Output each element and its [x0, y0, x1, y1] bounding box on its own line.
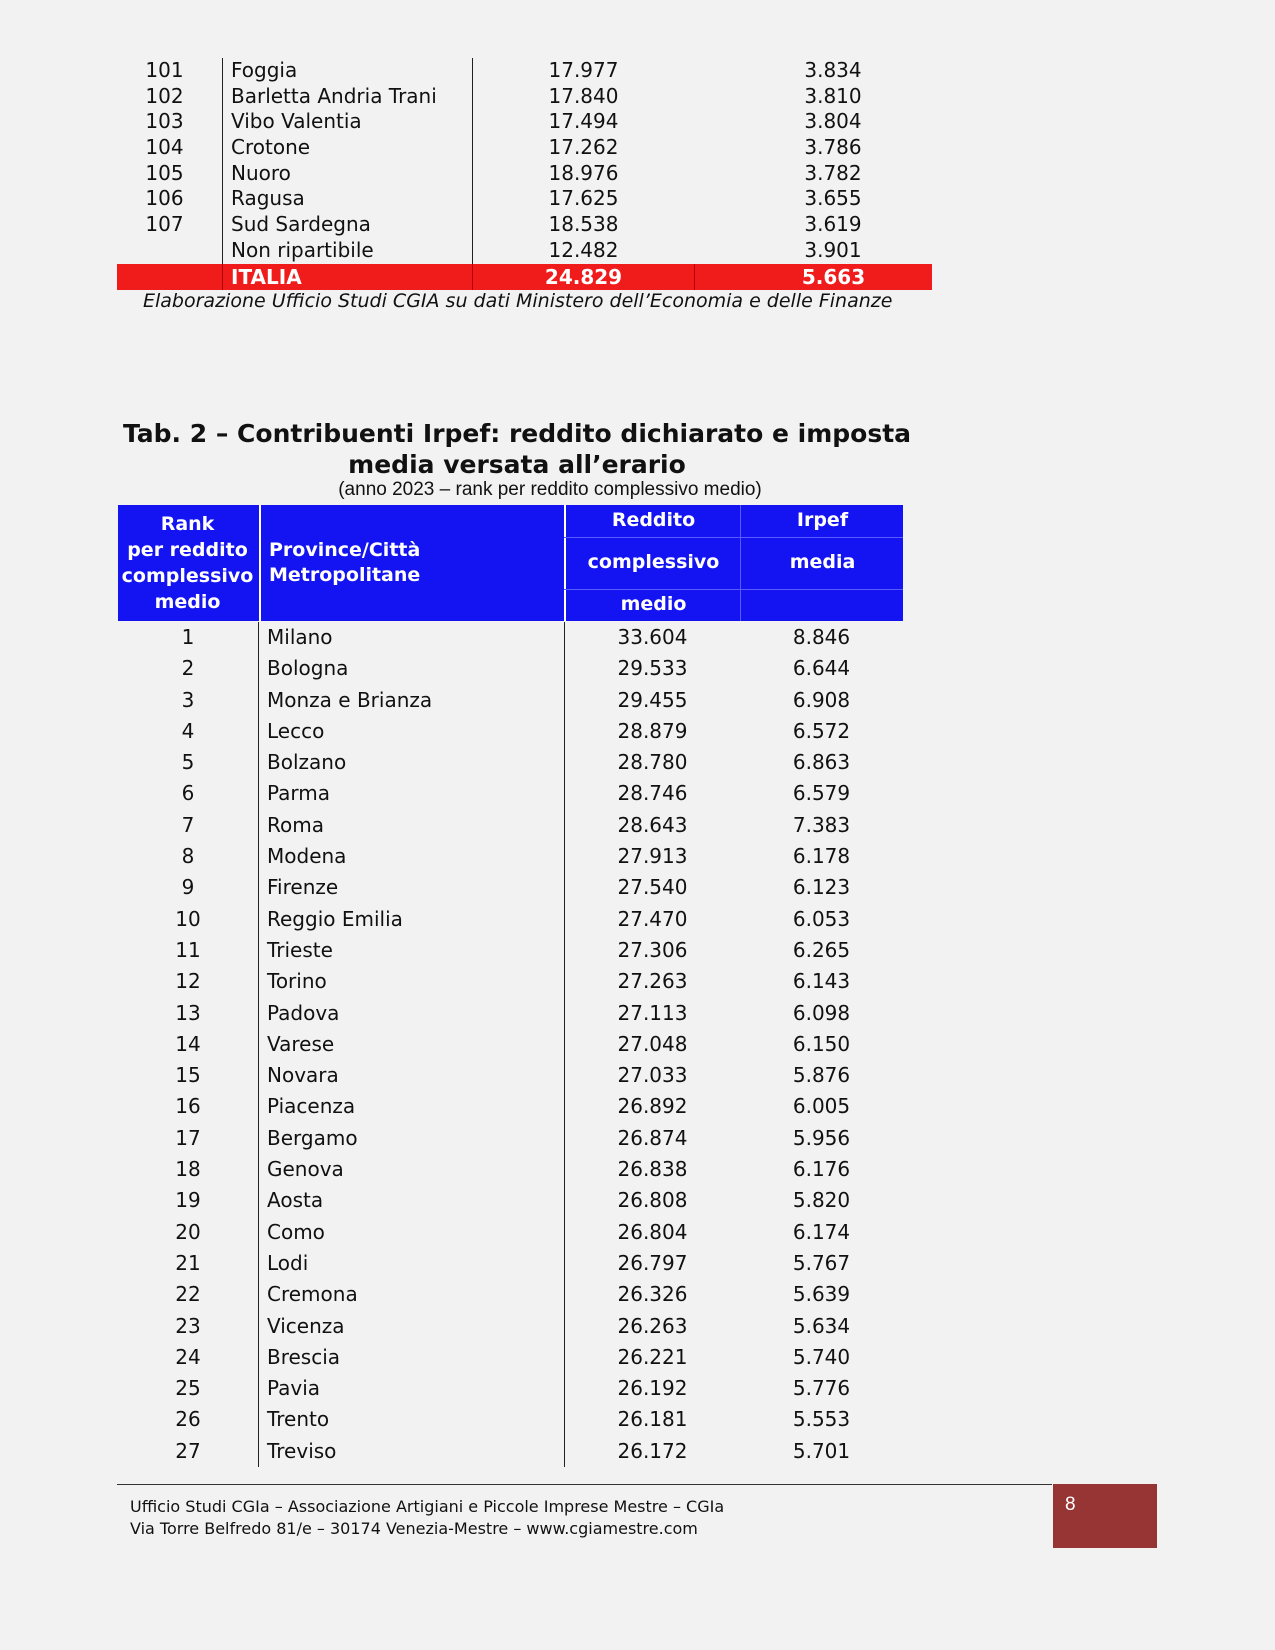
rank-cell: 25	[175, 1376, 201, 1401]
header-reddito-line: Reddito	[611, 509, 696, 531]
header-reddito-line: complessivo	[587, 551, 720, 573]
reddito-cell: 27.263	[564, 966, 740, 997]
rank-cell: 4	[181, 718, 195, 743]
reddito-cell: 26.808	[564, 1185, 740, 1216]
irpef-cell: 5.956	[792, 1125, 851, 1150]
table-row	[118, 998, 903, 1029]
province-cell: Monza e Brianza	[258, 685, 564, 716]
province-cell: Vicenza	[258, 1311, 564, 1342]
reddito-cell: 26.797	[564, 1248, 740, 1279]
table-row	[118, 1279, 903, 1310]
page-number: 8	[1065, 1494, 1076, 1515]
total-rank	[117, 264, 222, 290]
table-row	[118, 1342, 903, 1373]
footer-line-1: Ufficio Studi CGIa – Associazione Artigiani e Piccole Imprese Mestre – CGIa	[130, 1497, 725, 1516]
page-footer	[130, 1496, 724, 1540]
rank-cell: 8	[181, 844, 195, 869]
reddito-cell: 26.181	[564, 1404, 740, 1435]
province-cell: Crotone	[222, 135, 472, 161]
total-reddito: 24.829	[472, 264, 694, 290]
rank-cell: 16	[175, 1094, 201, 1119]
table-2-body	[118, 622, 903, 1467]
reddito-cell: 12.482	[472, 238, 694, 264]
table-row	[118, 935, 903, 966]
table-row	[117, 109, 932, 135]
table-2-title-line2: media versata all’erario	[348, 450, 686, 479]
reddito-cell: 28.746	[564, 778, 740, 809]
province-cell: Vibo Valentia	[222, 109, 472, 135]
table-row	[117, 238, 932, 264]
header-irpef	[740, 505, 904, 621]
reddito-cell: 26.172	[564, 1436, 740, 1467]
footer-line-2: Via Torre Belfredo 81/e – 30174 Venezia-Mestre – www.cgiamestre.com	[130, 1519, 698, 1538]
irpef-cell: 3.782	[804, 160, 862, 185]
header-divider	[564, 537, 903, 538]
irpef-cell: 3.810	[804, 83, 862, 108]
province-cell: Torino	[258, 966, 564, 997]
table-row	[118, 1404, 903, 1435]
rank-cell: 26	[175, 1407, 201, 1432]
irpef-cell: 6.265	[792, 937, 851, 962]
table-row	[118, 622, 903, 653]
table-row	[118, 1373, 903, 1404]
irpef-cell: 6.579	[792, 781, 851, 806]
table-row	[118, 685, 903, 716]
province-cell: Nuoro	[222, 161, 472, 187]
irpef-cell: 6.908	[792, 687, 851, 712]
reddito-cell: 29.533	[564, 653, 740, 684]
province-cell: Milano	[258, 622, 564, 653]
table-row	[117, 135, 932, 161]
rank-cell: 10	[175, 906, 201, 931]
province-cell: Trento	[258, 1404, 564, 1435]
province-cell: Barletta Andria Trani	[222, 84, 472, 110]
header-province-line: Province/Città	[269, 539, 421, 561]
irpef-cell: 5.701	[792, 1438, 851, 1463]
header-reddito-line: medio	[620, 593, 687, 615]
table-row	[117, 212, 932, 238]
table-row	[118, 747, 903, 778]
reddito-cell: 28.643	[564, 810, 740, 841]
page-number-box	[1053, 1484, 1157, 1548]
table-row	[118, 653, 903, 684]
irpef-cell: 5.820	[792, 1188, 851, 1213]
rank-cell: 14	[175, 1031, 201, 1056]
reddito-cell: 27.306	[564, 935, 740, 966]
reddito-cell: 28.780	[564, 747, 740, 778]
rank-cell: 2	[181, 656, 195, 681]
irpef-cell: 3.901	[804, 237, 862, 262]
rank-cell: 102	[145, 83, 184, 108]
table-row	[118, 1185, 903, 1216]
table-row	[118, 1436, 903, 1467]
header-province-line: Metropolitane	[269, 564, 421, 586]
province-cell: Pavia	[258, 1373, 564, 1404]
rank-cell: 1	[181, 625, 195, 649]
table-2-subtitle: (anno 2023 – rank per reddito complessivo medio)	[338, 479, 762, 500]
province-cell: Treviso	[258, 1436, 564, 1467]
table-2-header	[118, 505, 903, 621]
rank-cell: 12	[175, 969, 201, 994]
table-row	[118, 1123, 903, 1154]
rank-cell: 106	[145, 186, 184, 211]
province-cell: Parma	[258, 778, 564, 809]
reddito-cell: 26.326	[564, 1279, 740, 1310]
irpef-cell: 6.005	[792, 1094, 851, 1119]
rank-cell: 15	[175, 1063, 201, 1088]
rank-cell: 6	[181, 781, 195, 806]
reddito-cell: 27.540	[564, 872, 740, 903]
reddito-cell: 26.804	[564, 1217, 740, 1248]
header-province	[259, 505, 562, 621]
province-cell: Modena	[258, 841, 564, 872]
irpef-cell: 6.178	[792, 844, 851, 869]
rank-cell: 21	[175, 1250, 201, 1275]
reddito-cell: 27.470	[564, 904, 740, 935]
reddito-cell: 26.263	[564, 1311, 740, 1342]
table-row	[117, 58, 932, 84]
table-row	[118, 716, 903, 747]
rank-cell: 20	[175, 1219, 201, 1244]
table-1-total-row	[117, 264, 932, 290]
province-cell: Genova	[258, 1154, 564, 1185]
header-irpef-line: media	[789, 551, 856, 573]
irpef-cell: 3.655	[804, 186, 862, 211]
irpef-cell: 6.123	[792, 875, 851, 900]
reddito-cell: 27.048	[564, 1029, 740, 1060]
irpef-cell: 6.174	[792, 1219, 851, 1244]
rank-cell: 104	[145, 135, 184, 160]
irpef-cell: 6.572	[792, 718, 851, 743]
reddito-cell: 27.033	[564, 1060, 740, 1091]
province-cell: Roma	[258, 810, 564, 841]
table-row	[117, 186, 932, 212]
table-2-title-line1: Tab. 2 – Contribuenti Irpef: reddito dichiarato e imposta	[122, 419, 912, 448]
rank-cell: 18	[175, 1157, 201, 1182]
irpef-cell: 3.619	[804, 212, 862, 237]
header-rank-line: medio	[154, 591, 221, 613]
total-province: ITALIA	[222, 264, 472, 290]
rank-cell: 107	[145, 212, 184, 237]
table-1-source-note: Elaborazione Ufficio Studi CGIA su dati Ministero dell’Economia e delle Finanze	[143, 290, 893, 312]
reddito-cell: 26.221	[564, 1342, 740, 1373]
irpef-cell: 5.767	[792, 1250, 851, 1275]
irpef-cell: 6.863	[792, 750, 851, 775]
irpef-cell: 3.786	[804, 135, 862, 160]
table-row	[118, 1217, 903, 1248]
table-row	[118, 1091, 903, 1122]
irpef-cell: 7.383	[792, 812, 851, 837]
reddito-cell: 17.977	[472, 58, 694, 84]
reddito-cell: 26.874	[564, 1123, 740, 1154]
rank-cell: 17	[175, 1125, 201, 1150]
reddito-cell: 26.192	[564, 1373, 740, 1404]
rank-cell: 23	[175, 1313, 201, 1338]
irpef-cell: 5.876	[792, 1063, 851, 1088]
header-rank-line: complessivo	[121, 565, 254, 587]
header-irpef-line: Irpef	[796, 509, 849, 531]
header-rank	[118, 505, 257, 621]
rank-cell: 11	[175, 937, 201, 962]
reddito-cell: 18.538	[472, 212, 694, 238]
irpef-cell: 3.804	[804, 109, 862, 134]
rank-cell: 105	[145, 160, 184, 185]
rank-cell	[117, 238, 222, 264]
table-row	[118, 904, 903, 935]
table-row	[118, 1248, 903, 1279]
rank-cell: 103	[145, 109, 184, 134]
irpef-cell: 5.634	[792, 1313, 851, 1338]
rank-cell: 13	[175, 1000, 201, 1025]
table-row	[118, 1154, 903, 1185]
province-cell: Trieste	[258, 935, 564, 966]
table-row	[118, 778, 903, 809]
province-cell: Firenze	[258, 872, 564, 903]
irpef-cell: 5.553	[792, 1407, 851, 1432]
rank-cell: 5	[181, 750, 195, 775]
province-cell: Lecco	[258, 716, 564, 747]
table-row	[118, 1311, 903, 1342]
reddito-cell: 28.879	[564, 716, 740, 747]
table-1-continuation	[117, 58, 932, 290]
rank-cell: 19	[175, 1188, 201, 1213]
rank-cell: 9	[181, 875, 195, 900]
rank-cell: 101	[145, 58, 184, 82]
table-1-rows	[117, 58, 932, 264]
irpef-cell: 6.150	[792, 1031, 851, 1056]
province-cell: Cremona	[258, 1279, 564, 1310]
province-cell: Bolzano	[258, 747, 564, 778]
irpef-cell: 5.740	[792, 1344, 851, 1369]
irpef-cell: 3.834	[804, 58, 862, 82]
reddito-cell: 27.913	[564, 841, 740, 872]
province-cell: Brescia	[258, 1342, 564, 1373]
irpef-cell: 6.053	[792, 906, 851, 931]
province-cell: Como	[258, 1217, 564, 1248]
rank-cell: 7	[181, 812, 195, 837]
province-cell: Padova	[258, 998, 564, 1029]
table-row	[118, 810, 903, 841]
rank-cell: 24	[175, 1344, 201, 1369]
irpef-cell: 6.143	[792, 969, 851, 994]
table-row	[118, 1060, 903, 1091]
irpef-cell: 6.098	[792, 1000, 851, 1025]
reddito-cell: 33.604	[564, 622, 740, 653]
province-cell: Non ripartibile	[222, 238, 472, 264]
rank-cell: 22	[175, 1282, 201, 1307]
irpef-cell: 5.776	[792, 1376, 851, 1401]
province-cell: Novara	[258, 1060, 564, 1091]
header-rank-line: Rank	[160, 513, 215, 535]
province-cell: Aosta	[258, 1185, 564, 1216]
table-row	[117, 84, 932, 110]
rank-cell: 3	[181, 687, 195, 712]
rank-cell: 27	[175, 1438, 201, 1463]
header-rank-line: per reddito	[127, 539, 248, 561]
province-cell: Varese	[258, 1029, 564, 1060]
reddito-cell: 27.113	[564, 998, 740, 1029]
irpef-cell: 5.639	[792, 1282, 851, 1307]
footer-divider	[117, 1484, 1052, 1485]
table-row	[118, 841, 903, 872]
province-cell: Ragusa	[222, 186, 472, 212]
reddito-cell: 17.840	[472, 84, 694, 110]
header-divider	[564, 589, 903, 590]
province-cell: Foggia	[222, 58, 472, 84]
irpef-cell: 6.644	[792, 656, 851, 681]
province-cell: Lodi	[258, 1248, 564, 1279]
reddito-cell: 17.262	[472, 135, 694, 161]
reddito-cell: 17.625	[472, 186, 694, 212]
reddito-cell: 18.976	[472, 161, 694, 187]
total-irpef: 5.663	[694, 264, 932, 290]
table-row	[117, 161, 932, 187]
reddito-cell: 29.455	[564, 685, 740, 716]
province-cell: Piacenza	[258, 1091, 564, 1122]
table-2-title	[117, 418, 917, 480]
reddito-cell: 26.892	[564, 1091, 740, 1122]
header-reddito	[564, 505, 741, 621]
table-row	[118, 1029, 903, 1060]
province-cell: Bologna	[258, 653, 564, 684]
province-cell: Bergamo	[258, 1123, 564, 1154]
reddito-cell: 17.494	[472, 109, 694, 135]
reddito-cell: 26.838	[564, 1154, 740, 1185]
irpef-cell: 6.176	[792, 1157, 851, 1182]
irpef-cell: 8.846	[792, 625, 851, 649]
province-cell: Sud Sardegna	[222, 212, 472, 238]
table-row	[118, 966, 903, 997]
table-row	[118, 872, 903, 903]
province-cell: Reggio Emilia	[258, 904, 564, 935]
